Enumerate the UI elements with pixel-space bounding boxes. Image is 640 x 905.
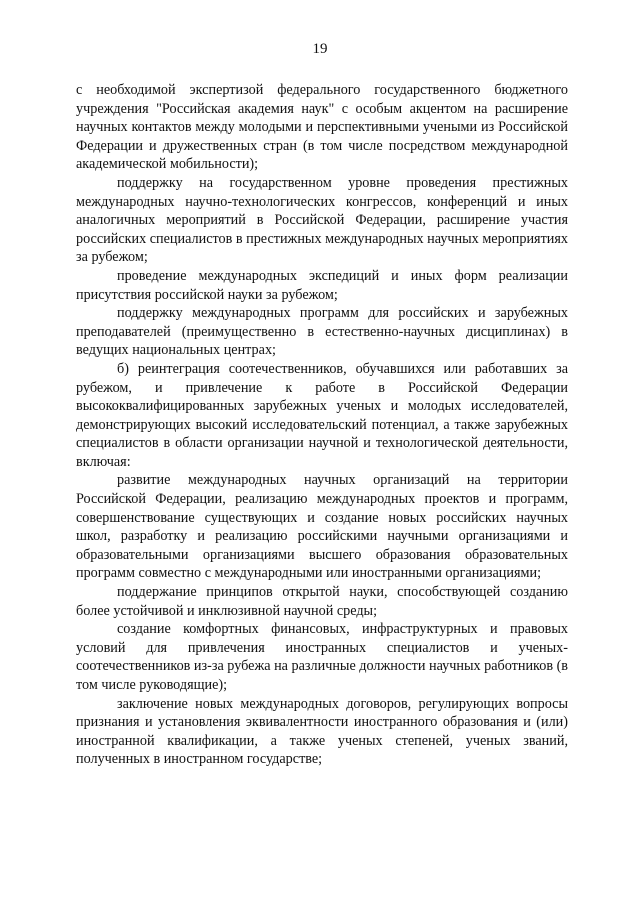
paragraph: развитие международных научных организаций на территории Российской Федерации, реализацию международных проектов и программ, совершенствование существующих и создание новых российских научных школ, разработку и реализацию российскими научными организациями и образовательными организациями высшего образования образовательных программ совместно с международными или иностранными организациями; (76, 472, 568, 582)
paragraph: поддержку международных программ для российских и зарубежных преподавателей (преимущественно в естественно-научных дисциплинах) в ведущих национальных центрах; (76, 305, 568, 359)
page-number: 19 (312, 41, 328, 57)
paragraph: с необходимой экспертизой федерального государственного бюджетного учреждения "Российская академия наук" с особым акцентом на расширение научных контактов между молодыми и перспективными учеными из Российской Федерации и дружественных стран (в том числе посредством международной академической мобильности); (76, 82, 568, 173)
paragraph: поддержание принципов открытой науки, способствующей созданию более устойчивой и инклюзивной научной среды; (76, 584, 568, 619)
paragraph: заключение новых международных договоров, регулирующих вопросы признания и установления эквивалентности иностранного образования и (или) иностранной квалификации, а также ученых степеней, ученых званий, полученных в иностранном государстве; (76, 695, 568, 768)
document-body (76, 81, 568, 769)
paragraph: проведение международных экспедиций и иных форм реализации присутствия российской науки за рубежом; (76, 267, 568, 303)
paragraph: создание комфортных финансовых, инфраструктурных и правовых условий для привлечения иностранных специалистов и ученых-соотечественников из-за рубежа на различные должности научных работников (в том числе руководящие); (76, 621, 568, 693)
paragraph: поддержку на государственном уровне проведения престижных международных научно-технологических конгрессов, конференций и иных аналогичных мероприятий в Российской Федерации, расширение участия российских специалистов в престижных международных научных мероприятиях за рубежом; (76, 174, 568, 266)
paragraph: б) реинтеграция соотечественников, обучавшихся или работавших за рубежом, и привлечение к работе в Российской Федерации высококвалифицированных зарубежных ученых и молодых исследователей, демонстрирующих высокий исследовательский потенциал, а также зарубежных специалистов в области организации научной и технологической деятельности, включая: (76, 360, 568, 470)
